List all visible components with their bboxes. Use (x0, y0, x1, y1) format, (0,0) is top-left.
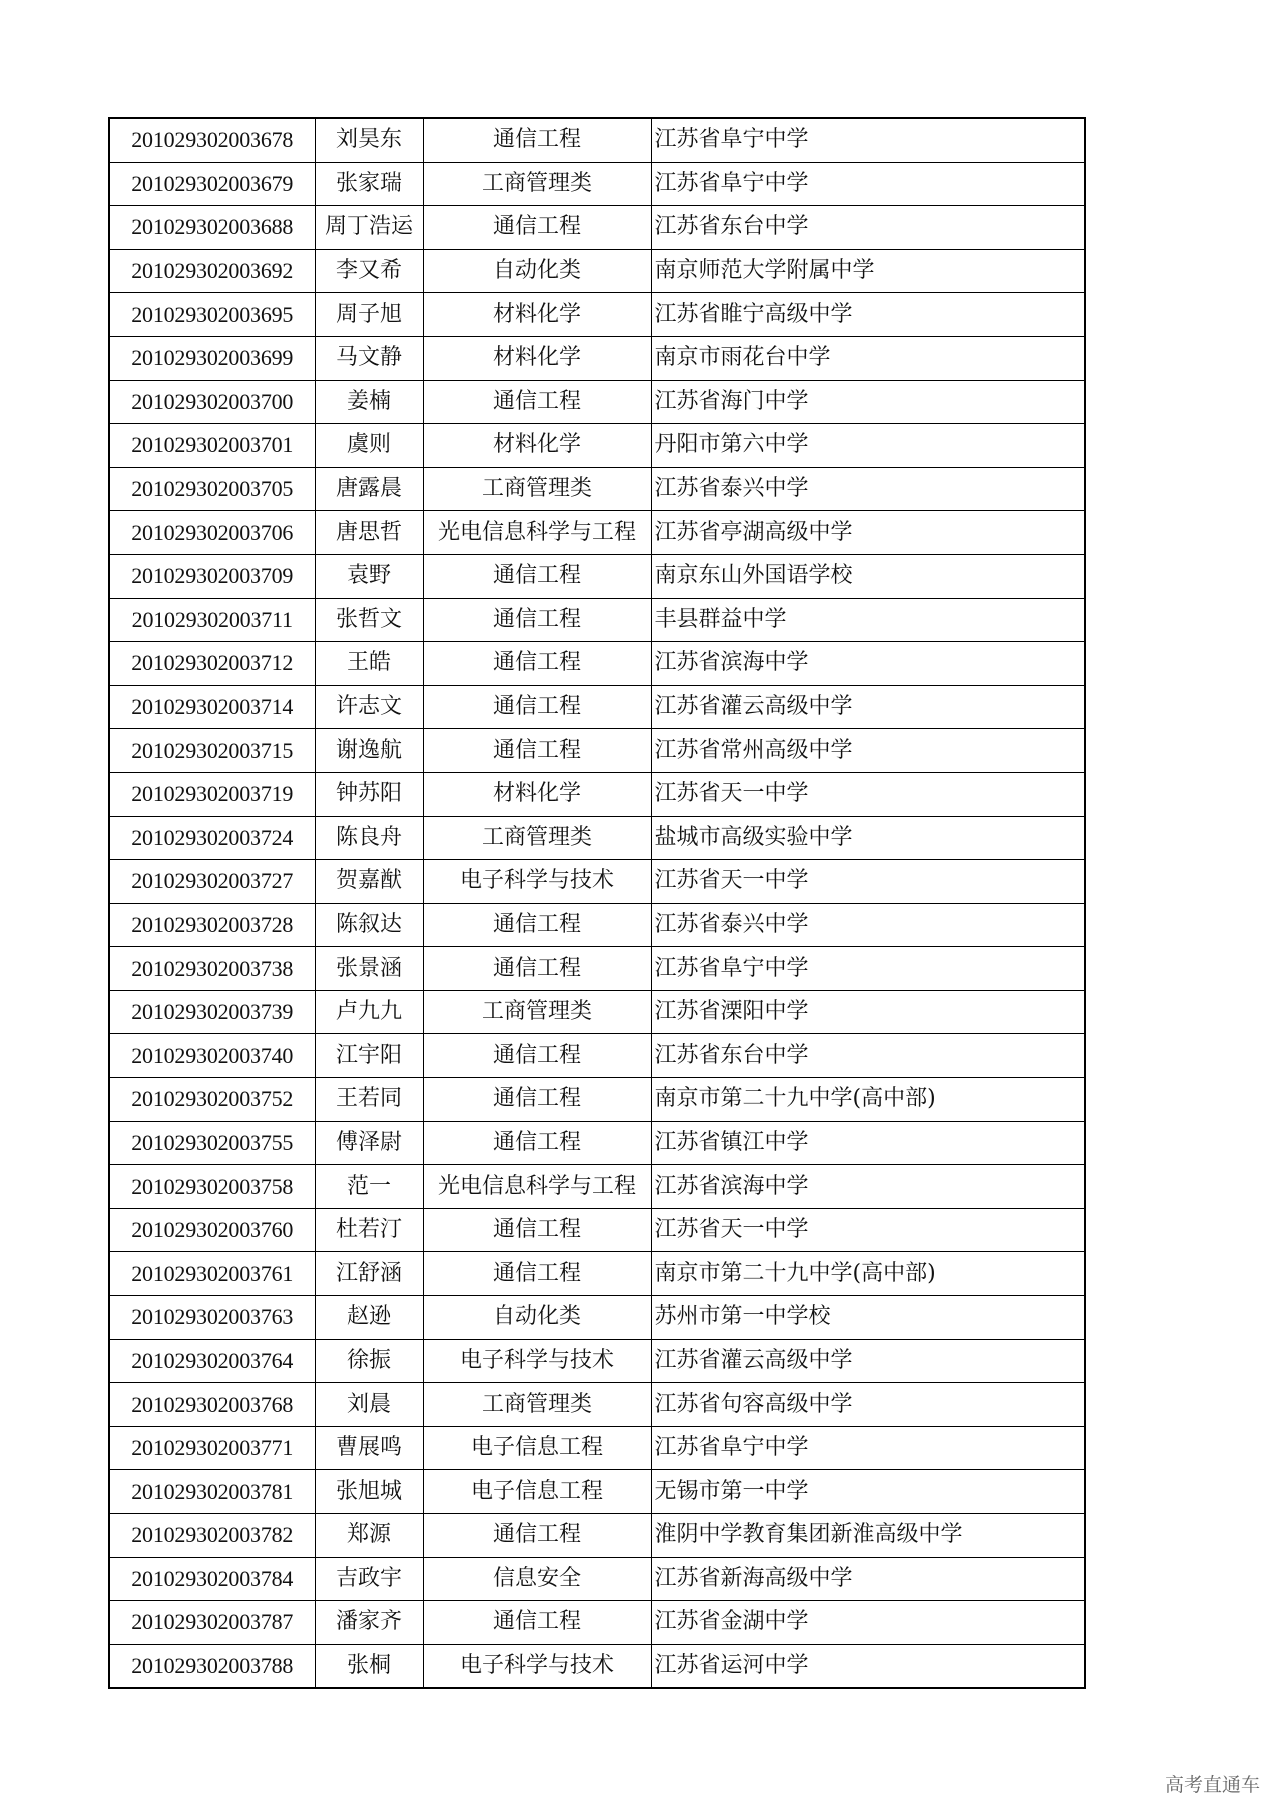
school-cell: 江苏省睢宁高级中学 (651, 293, 1085, 337)
major-cell: 材料化学 (423, 293, 651, 337)
student-id-cell: 201029302003711 (109, 598, 315, 642)
student-name-cell: 谢逸航 (315, 729, 423, 773)
student-name-cell: 袁野 (315, 554, 423, 598)
school-cell: 盐城市高级实验中学 (651, 816, 1085, 860)
admission-list-table (108, 117, 1086, 1689)
student-id-cell: 201029302003784 (109, 1557, 315, 1601)
major-cell: 通信工程 (423, 1078, 651, 1122)
school-cell: 南京市第二十九中学(高中部) (651, 1078, 1085, 1122)
table-row (109, 772, 1085, 816)
major-cell: 通信工程 (423, 1601, 651, 1645)
student-name-cell: 吉政宇 (315, 1557, 423, 1601)
student-name-cell: 张桐 (315, 1644, 423, 1688)
table-row (109, 336, 1085, 380)
major-cell: 通信工程 (423, 729, 651, 773)
student-name-cell: 王皓 (315, 642, 423, 686)
student-id-cell: 201029302003678 (109, 118, 315, 162)
student-name-cell: 李又希 (315, 249, 423, 293)
student-id-cell: 201029302003760 (109, 1208, 315, 1252)
student-name-cell: 陈叙达 (315, 903, 423, 947)
major-cell: 通信工程 (423, 642, 651, 686)
table-row (109, 947, 1085, 991)
student-id-cell: 201029302003782 (109, 1514, 315, 1558)
student-id-cell: 201029302003768 (109, 1383, 315, 1427)
student-name-cell: 张家瑞 (315, 162, 423, 206)
student-id-cell: 201029302003706 (109, 511, 315, 555)
student-id-cell: 201029302003740 (109, 1034, 315, 1078)
major-cell: 通信工程 (423, 118, 651, 162)
school-cell: 江苏省灌云高级中学 (651, 1339, 1085, 1383)
school-cell: 江苏省海门中学 (651, 380, 1085, 424)
major-cell: 通信工程 (423, 903, 651, 947)
school-cell: 江苏省阜宁中学 (651, 118, 1085, 162)
table-row (109, 903, 1085, 947)
student-name-cell: 曹展鸣 (315, 1426, 423, 1470)
table-row (109, 816, 1085, 860)
table-row (109, 1165, 1085, 1209)
school-cell: 江苏省运河中学 (651, 1644, 1085, 1688)
school-cell: 丰县群益中学 (651, 598, 1085, 642)
student-name-cell: 江宇阳 (315, 1034, 423, 1078)
student-name-cell: 钟苏阳 (315, 772, 423, 816)
student-name-cell: 范一 (315, 1165, 423, 1209)
major-cell: 工商管理类 (423, 1383, 651, 1427)
student-id-cell: 201029302003699 (109, 336, 315, 380)
watermark-text: 高考直通车 (1164, 1774, 1260, 1796)
major-cell: 通信工程 (423, 554, 651, 598)
student-name-cell: 杜若汀 (315, 1208, 423, 1252)
major-cell: 通信工程 (423, 685, 651, 729)
major-cell: 通信工程 (423, 380, 651, 424)
school-cell: 丹阳市第六中学 (651, 424, 1085, 468)
school-cell: 江苏省天一中学 (651, 772, 1085, 816)
major-cell: 自动化类 (423, 1296, 651, 1340)
student-name-cell: 虞则 (315, 424, 423, 468)
student-id-cell: 201029302003712 (109, 642, 315, 686)
school-cell: 无锡市第一中学 (651, 1470, 1085, 1514)
school-cell: 淮阴中学教育集团新淮高级中学 (651, 1514, 1085, 1558)
student-id-cell: 201029302003787 (109, 1601, 315, 1645)
major-cell: 信息安全 (423, 1557, 651, 1601)
table-row (109, 1339, 1085, 1383)
school-cell: 江苏省常州高级中学 (651, 729, 1085, 773)
student-name-cell: 张哲文 (315, 598, 423, 642)
school-cell: 江苏省滨海中学 (651, 642, 1085, 686)
school-cell: 江苏省金湖中学 (651, 1601, 1085, 1645)
table-row (109, 1426, 1085, 1470)
student-name-cell: 郑源 (315, 1514, 423, 1558)
table-row (109, 1208, 1085, 1252)
major-cell: 通信工程 (423, 947, 651, 991)
school-cell: 江苏省阜宁中学 (651, 162, 1085, 206)
school-cell: 江苏省东台中学 (651, 206, 1085, 250)
student-name-cell: 傅泽尉 (315, 1121, 423, 1165)
school-cell: 江苏省镇江中学 (651, 1121, 1085, 1165)
major-cell: 工商管理类 (423, 990, 651, 1034)
student-id-cell: 201029302003688 (109, 206, 315, 250)
table-row (109, 467, 1085, 511)
major-cell: 光电信息科学与工程 (423, 1165, 651, 1209)
table-body (109, 118, 1085, 1688)
student-id-cell: 201029302003715 (109, 729, 315, 773)
table-row (109, 598, 1085, 642)
student-id-cell: 201029302003761 (109, 1252, 315, 1296)
student-name-cell: 许志文 (315, 685, 423, 729)
school-cell: 江苏省东台中学 (651, 1034, 1085, 1078)
table-row (109, 1514, 1085, 1558)
table-row (109, 685, 1085, 729)
student-name-cell: 陈良舟 (315, 816, 423, 860)
student-name-cell: 贺嘉猷 (315, 860, 423, 904)
student-id-cell: 201029302003738 (109, 947, 315, 991)
table-row (109, 990, 1085, 1034)
table-row (109, 1078, 1085, 1122)
major-cell: 通信工程 (423, 1514, 651, 1558)
major-cell: 通信工程 (423, 206, 651, 250)
school-cell: 江苏省天一中学 (651, 1208, 1085, 1252)
student-name-cell: 江舒涵 (315, 1252, 423, 1296)
table-row (109, 293, 1085, 337)
school-cell: 江苏省亭湖高级中学 (651, 511, 1085, 555)
major-cell: 通信工程 (423, 1208, 651, 1252)
table-row (109, 424, 1085, 468)
table-row (109, 1470, 1085, 1514)
student-name-cell: 徐振 (315, 1339, 423, 1383)
table-row (109, 860, 1085, 904)
school-cell: 南京市第二十九中学(高中部) (651, 1252, 1085, 1296)
school-cell: 江苏省新海高级中学 (651, 1557, 1085, 1601)
major-cell: 材料化学 (423, 772, 651, 816)
student-name-cell: 周子旭 (315, 293, 423, 337)
major-cell: 电子科学与技术 (423, 1644, 651, 1688)
major-cell: 电子科学与技术 (423, 860, 651, 904)
major-cell: 电子信息工程 (423, 1426, 651, 1470)
table-row (109, 249, 1085, 293)
table-row (109, 1601, 1085, 1645)
table-row (109, 729, 1085, 773)
student-id-cell: 201029302003763 (109, 1296, 315, 1340)
major-cell: 光电信息科学与工程 (423, 511, 651, 555)
student-id-cell: 201029302003724 (109, 816, 315, 860)
school-cell: 江苏省泰兴中学 (651, 903, 1085, 947)
student-id-cell: 201029302003714 (109, 685, 315, 729)
student-id-cell: 201029302003771 (109, 1426, 315, 1470)
student-id-cell: 201029302003727 (109, 860, 315, 904)
student-id-cell: 201029302003701 (109, 424, 315, 468)
student-name-cell: 唐思哲 (315, 511, 423, 555)
school-cell: 江苏省溧阳中学 (651, 990, 1085, 1034)
school-cell: 江苏省灌云高级中学 (651, 685, 1085, 729)
student-name-cell: 刘晨 (315, 1383, 423, 1427)
table-row (109, 1644, 1085, 1688)
student-id-cell: 201029302003728 (109, 903, 315, 947)
school-cell: 江苏省阜宁中学 (651, 947, 1085, 991)
major-cell: 电子科学与技术 (423, 1339, 651, 1383)
student-id-cell: 201029302003695 (109, 293, 315, 337)
student-name-cell: 卢九九 (315, 990, 423, 1034)
student-name-cell: 周丁浩运 (315, 206, 423, 250)
major-cell: 工商管理类 (423, 816, 651, 860)
school-cell: 江苏省阜宁中学 (651, 1426, 1085, 1470)
student-name-cell: 姜楠 (315, 380, 423, 424)
major-cell: 材料化学 (423, 424, 651, 468)
school-cell: 南京市雨花台中学 (651, 336, 1085, 380)
student-name-cell: 王若同 (315, 1078, 423, 1122)
student-id-cell: 201029302003758 (109, 1165, 315, 1209)
school-cell: 江苏省句容高级中学 (651, 1383, 1085, 1427)
school-cell: 江苏省滨海中学 (651, 1165, 1085, 1209)
table-row (109, 380, 1085, 424)
student-name-cell: 张旭城 (315, 1470, 423, 1514)
major-cell: 材料化学 (423, 336, 651, 380)
major-cell: 通信工程 (423, 598, 651, 642)
student-id-cell: 201029302003709 (109, 554, 315, 598)
student-id-cell: 201029302003692 (109, 249, 315, 293)
major-cell: 电子信息工程 (423, 1470, 651, 1514)
student-id-cell: 201029302003752 (109, 1078, 315, 1122)
student-name-cell: 唐露晨 (315, 467, 423, 511)
student-id-cell: 201029302003755 (109, 1121, 315, 1165)
table-row (109, 1557, 1085, 1601)
student-id-cell: 201029302003764 (109, 1339, 315, 1383)
student-id-cell: 201029302003679 (109, 162, 315, 206)
major-cell: 工商管理类 (423, 162, 651, 206)
school-cell: 江苏省天一中学 (651, 860, 1085, 904)
student-id-cell: 201029302003705 (109, 467, 315, 511)
table-row (109, 511, 1085, 555)
school-cell: 江苏省泰兴中学 (651, 467, 1085, 511)
major-cell: 工商管理类 (423, 467, 651, 511)
major-cell: 自动化类 (423, 249, 651, 293)
student-id-cell: 201029302003700 (109, 380, 315, 424)
student-id-cell: 201029302003788 (109, 1644, 315, 1688)
table-row (109, 642, 1085, 686)
school-cell: 苏州市第一中学校 (651, 1296, 1085, 1340)
school-cell: 南京师范大学附属中学 (651, 249, 1085, 293)
table-row (109, 1121, 1085, 1165)
table-row (109, 1383, 1085, 1427)
major-cell: 通信工程 (423, 1252, 651, 1296)
table-row (109, 1296, 1085, 1340)
student-name-cell: 潘家齐 (315, 1601, 423, 1645)
major-cell: 通信工程 (423, 1034, 651, 1078)
student-name-cell: 刘昊东 (315, 118, 423, 162)
table-row (109, 162, 1085, 206)
student-id-cell: 201029302003719 (109, 772, 315, 816)
student-id-cell: 201029302003739 (109, 990, 315, 1034)
student-name-cell: 马文静 (315, 336, 423, 380)
table-row (109, 206, 1085, 250)
table-row (109, 1034, 1085, 1078)
student-name-cell: 赵逊 (315, 1296, 423, 1340)
student-name-cell: 张景涵 (315, 947, 423, 991)
table-row (109, 554, 1085, 598)
table-row (109, 118, 1085, 162)
student-id-cell: 201029302003781 (109, 1470, 315, 1514)
major-cell: 通信工程 (423, 1121, 651, 1165)
table-row (109, 1252, 1085, 1296)
school-cell: 南京东山外国语学校 (651, 554, 1085, 598)
